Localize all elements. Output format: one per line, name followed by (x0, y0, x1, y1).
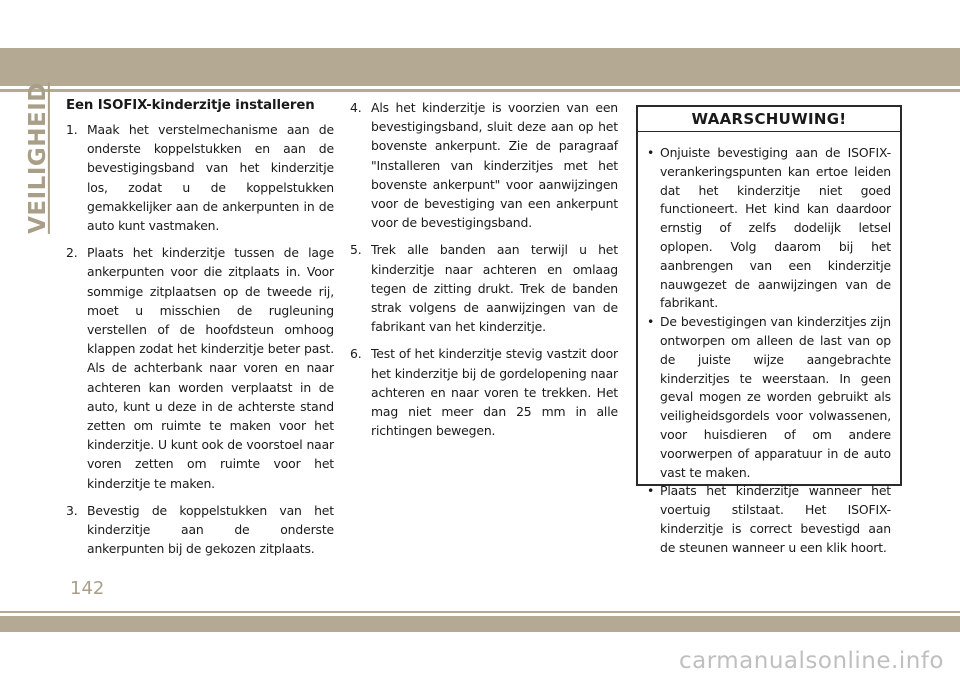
step-text: Plaats het kinderzitje tussen de lage ankerpunten voor die zitplaats in. Voor sommige zitplaatsen op de tweede rij, moet u misschien de rugleuning verstellen of de hoofdsteun omhoog klappen zodat het kinderzitje beter past. Als de achterbank naar voren en naar achteren kan worden verplaatst in de auto, kunt u deze in de achterste stand zetten om ruimte te maken voor het kinderzitje. U kunt ook de voorstoel naar voren zetten om ruimte voor het kinderzitje te maken. (87, 245, 334, 491)
warning-text: Onjuiste bevestiging aan de ISOFIX-verankeringspunten kan ertoe leiden dat het kinderzitje niet goed functioneert. Het kind kan daardoor ernstig of zelfs dodelijk letsel oplopen. Volg daarom bij het aanbrengen van een kinderzitje nauwgezet de aanwijzingen van de fabrikant. (660, 145, 891, 311)
step-number: 5. (350, 242, 362, 258)
step-text: Test of het kinderzitje stevig vastzit door het kinderzitje bij de gordelopening naar achteren en naar voren te trekken. Het mag niet meer dan 25 mm in alle richtingen bewegen. (371, 346, 618, 439)
step-item (66, 120, 334, 235)
step-text: Bevestig de koppelstukken van het kinderzitje aan de onderste ankerpunten bij de gekozen zitplaats. (87, 502, 334, 557)
left-column (66, 98, 334, 566)
step-item (350, 344, 618, 440)
warning-text: De bevestigingen van kinderzitjes zijn ontworpen om alleen de last van op de juiste wijze aangebrachte kinderzitjes te weerstaan. In geen geval mogen ze worden gebruikt als veiligheidsgordels voor volwassenen, voor huisdieren of om andere voorwerpen of apparatuur in de auto vast te maken. (660, 314, 891, 480)
step-item (350, 98, 618, 232)
middle-column (350, 98, 618, 448)
page-number: 142 (70, 578, 105, 599)
footer-band (0, 616, 960, 632)
warning-title: WAARSCHUWING! (638, 107, 900, 132)
step-item (66, 501, 334, 559)
steps-list-middle (350, 98, 618, 440)
section-title: Een ISOFIX-kinderzitje installeren (66, 98, 315, 113)
bullet-icon: • (647, 145, 655, 160)
bullet-icon: • (647, 314, 655, 330)
warning-list (638, 132, 900, 558)
step-item (350, 240, 618, 336)
step-number: 3. (66, 502, 78, 518)
header-rule (0, 89, 960, 92)
warning-item (647, 144, 891, 313)
step-text: Als het kinderzitje is voorzien van een bevestigingsband, sluit deze aan op het bovenste ankerpunt. Zie de paragraaf "Installeren van kinderzitjes met het bovenste ankerpunt" voor aanwijzingen voor de bevestiging van een ankerpunt voor de bevestigingsband. (371, 100, 618, 231)
footer-rule (0, 611, 960, 613)
step-number: 1. (66, 122, 78, 137)
section-side-tab (24, 82, 52, 234)
steps-list-left (66, 120, 334, 558)
watermark: carmanualsonline.info (678, 648, 944, 674)
step-text: Maak het verstelmechanisme aan de onderste koppelstukken en aan de bevestigingsband van het kinderzitje los, zodat u de koppelstukken gemakkelijker aan de ankerpunten in de auto kunt vastmaken. (87, 122, 334, 234)
step-text: Trek alle banden aan terwijl u het kinderzitje naar achteren en omlaag tegen de zitting drukt. Trek de banden strak volgens de aanwijzingen van de fabrikant van het kinderzitje. (371, 242, 618, 335)
step-number: 2. (66, 245, 78, 261)
step-number: 4. (350, 100, 362, 115)
bullet-icon: • (647, 483, 655, 499)
warning-text: Plaats het kinderzitje wanneer het voertuig stilstaat. Het ISOFIX-kinderzitje is correct bevestigd aan de steunen wanneer u een klik hoort. (660, 483, 891, 555)
section-side-tab-label: VEILIGHEID (25, 82, 51, 234)
warning-box (636, 105, 902, 555)
warning-item (647, 313, 891, 482)
step-number: 6. (350, 346, 362, 362)
header-band (0, 48, 960, 86)
warning-item (647, 482, 891, 557)
step-item (66, 243, 334, 493)
